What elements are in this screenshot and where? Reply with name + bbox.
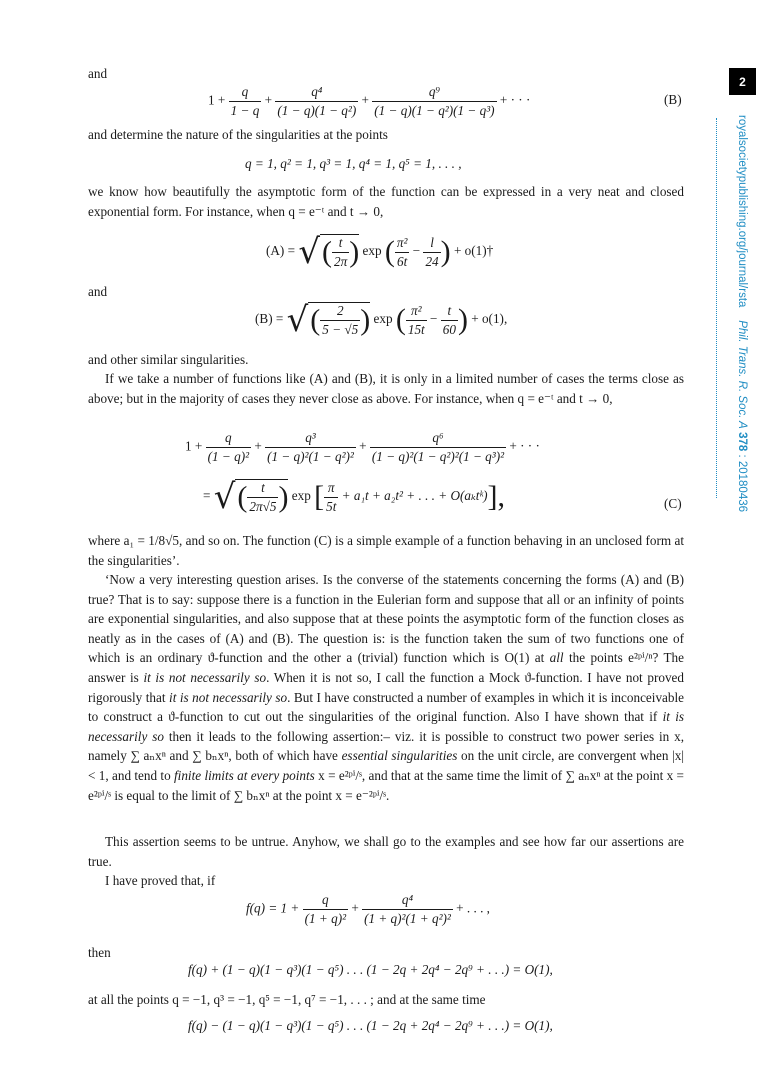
para-if-we-take: If we take a number of functions like (A) and (B), it is only in a limited number of cases the terms close as above; but in the majority of cases they never close as above. For instance, when q = e⁻ᵗ and t → 0,: [88, 371, 684, 406]
article-number: : 20180436: [736, 454, 748, 513]
page-number: 2: [729, 68, 756, 95]
equation-points: q = 1, q² = 1, q³ = 1, q⁴ = 1, q⁵ = 1, . . . ,: [245, 156, 462, 171]
para-proved: I have proved that, if: [105, 873, 216, 888]
para-now: ‘Now a very interesting question arises. Is the converse of the statements concerning the forms (A) and (B) true? That is to say: suppose there is a function in the Eulerian form and suppose that all or an infinity of points are exponential singularities, and also suppose that at these points the asymptotic form of the function closes as neatly as in the cases of (A) and (B). The question is: is the function taken the sum of two functions one of which is an ordinary ϑ-function and the other a (trivial) function which is O(1) at all the points e²ᵖⁱ/ⁿ? The answer is it is not necessarily so. When it is not so, I call the function a Mock ϑ-function. I have not proved rigorously that it is not necessarily so. But I have constructed a number of examples in which it is inconceivable to construct a ϑ-function to cut out the singularities of the original function. Also I have shown that if it is necessarily so then it leads to the following assertion:– viz. it is possible to construct two power series in x, namely ∑ aₙxⁿ and ∑ bₙxⁿ, both of which have essential singularities on the unit circle, are convergent when |x| < 1, and tend to finite limits at every points x = e²ᵖⁱ/ˢ, and that at the same time the limit of ∑ aₙxⁿ at the point x = e²ᵖⁱ/ˢ is equal to the limit of ∑ bₙxⁿ at the point x = e⁻²ᵖⁱ/ˢ.: [88, 572, 685, 803]
equation-then: f(q) + (1 − q)(1 − q³)(1 − q⁵) . . . (1 − 2q + 2q⁴ − 2q⁹ + . . .) = O(1),: [188, 962, 553, 977]
para-and-2: and: [88, 284, 108, 299]
equation-f: f(q) = 1 + $\frac{q}{\text{(1 + q)²}}$ + $\frac{\text{q⁴}}{\text{(1 + q)²(1 + q²)²}}$ + . . . ,: [246, 892, 490, 926]
equation-label-c: (C): [664, 496, 682, 511]
equation-c-asymptotic: = √( $\frac{t}{2\pi√5}$ ) exp [ $\frac{\pi}{5t}$ + a₁t + a₂t² + . . . + O(aₖtᵏ)],: [203, 477, 506, 517]
para-we-know: we know how beautifully the asymptotic form of the function can be expressed in a very neat and closed exponential form. For instance, when q = e⁻ᵗ and t → 0,: [88, 184, 684, 219]
equation-b-asymptotic: (B) = √( $\frac{2}{5 - √5}$ ) exp ( $\frac{\text{π²}}{15t}$ − $\frac{t}{60}$ ) + o(1),: [255, 300, 508, 340]
para-determine: and determine the nature of the singularities at the points: [88, 127, 388, 142]
para-assertion: This assertion seems to be untrue. Anyhow, we shall go to the examples and see how far our assertions are true.: [88, 834, 684, 869]
journal-url[interactable]: royalsocietypublishing.org/journal/rsta: [736, 115, 748, 308]
para-then: then: [88, 945, 111, 960]
para-at-all: at all the points q = −1, q³ = −1, q⁵ = −1, q⁷ = −1, . . . ; and at the same time: [88, 992, 486, 1007]
equation-b: 1 + $\frac{q}{1 - q}$ + $\frac{\text{q⁴}}{\text{(1 − q)(1 − q²)}}$ + $\frac{\text{q⁹}}{\text{(1 − q)(1 − q²)(1 − q³)}}$ + · · ·: [208, 84, 531, 118]
equation-c-series: 1 + $\frac{q}{\text{(1 − q)²}}$ + $\frac{\text{q³}}{\text{(1 − q)²(1 − q²)²}}$ + $\frac{\text{q⁶}}{\text{(1 − q)²(1 − q²)²(1 − q³)²}}$ + · · ·: [185, 430, 540, 464]
equation-same-time: f(q) − (1 − q)(1 − q³)(1 − q⁵) . . . (1 − 2q + 2q⁴ − 2q⁹ + . . .) = O(1),: [188, 1018, 553, 1033]
para-and-1: and: [88, 66, 108, 81]
para-other: and other similar singularities.: [88, 352, 249, 367]
journal-name: Phil. Trans. R. Soc. A: [736, 320, 748, 429]
para-where: where a₁ = 1/8√5, and so on. The function (C) is a simple example of a function behaving in an unclosed form at the singularities’.: [88, 533, 684, 568]
side-dotted-rule: [716, 118, 717, 498]
journal-volume: 378: [736, 432, 748, 452]
equation-label-b: (B): [664, 92, 682, 107]
equation-a: (A) = √( $\frac{t}{2\pi}$ ) exp ( $\frac{\text{π²}}{6t}$ − $\frac{l}{24}$ ) + o(1)†: [266, 232, 494, 272]
side-running-head[interactable]: [733, 115, 755, 513]
